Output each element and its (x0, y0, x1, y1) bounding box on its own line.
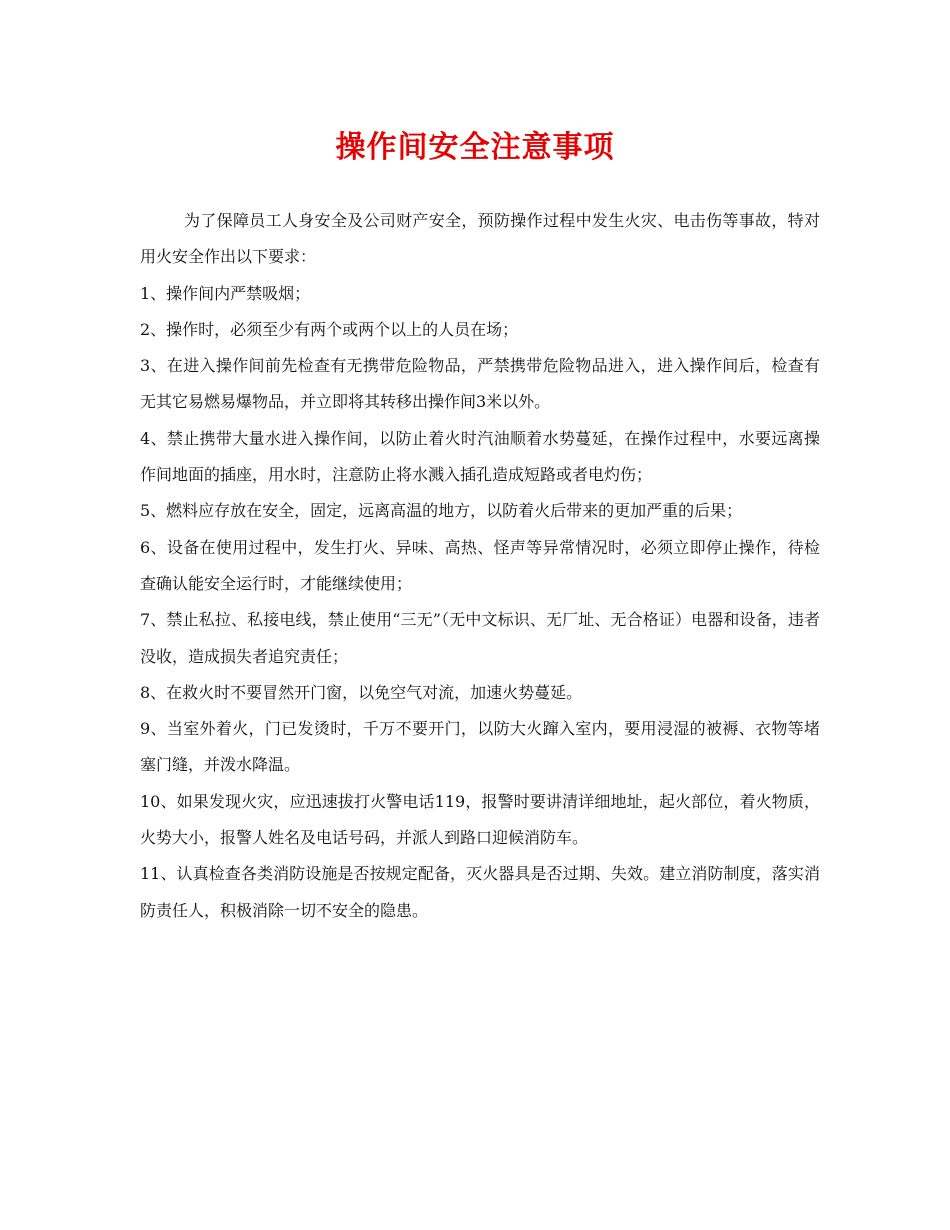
rule-item-3: 3、在进入操作间前先检查有无携带危险物品，严禁携带危险物品进入，进入操作间后，检查有无其它易燃易爆物品，并立即将其转移出操作间3米以外。 (140, 356, 820, 412)
rule-item-5: 5、燃料应存放在安全，固定，远离高温的地方，以防着火后带来的更加严重的后果； (140, 501, 743, 521)
rule-item-7: 7、禁止私拉、私接电线，禁止使用“三无”（无中文标识、无厂址、无合格证）电器和设备，违者没收，造成损失者追究责任； (140, 610, 820, 666)
rule-item-11: 11、认真检查各类消防设施是否按规定配备，灭火器具是否过期、失效。建立消防制度，落实消防责任人，积极消除一切不安全的隐患。 (140, 864, 820, 920)
rule-item-8: 8、在救火时不要冒然开门窗，以免空气对流，加速火势蔓延。 (140, 682, 583, 702)
rule-item-6: 6、设备在使用过程中，发生打火、异味、高热、怪声等异常情况时，必须立即停止操作，待检查确认能安全运行时，才能继续使用； (140, 537, 820, 593)
rule-item-4: 4、禁止携带大量水进入操作间，以防止着火时汽油顺着水势蔓延，在操作过程中，水要远离操作间地面的插座，用水时，注意防止将水溅入插孔造成短路或者电灼伤； (140, 428, 820, 485)
rule-item-9: 9、当室外着火，门已发烫时，千万不要开门，以防大火蹿入室内，要用浸湿的被褥、衣物等堵塞门缝，并泼水降温。 (140, 719, 820, 775)
rule-item-10: 10、如果发现火灾，应迅速拔打火警电话119，报警时要讲清详细地址，起火部位，着火物质，火势大小，报警人姓名及电话号码，并派人到路口迎候消防车。 (140, 791, 820, 848)
document-title: 操作间安全注意事项 (335, 130, 615, 165)
intro-paragraph: 为了保障员工人身安全及公司财产安全，预防操作过程中发生火灾、电击伤等事故，特对用火安全作出以下要求： (140, 211, 820, 267)
document-body (140, 203, 820, 929)
rule-item-1: 1、操作间内严禁吸烟； (140, 283, 311, 303)
rule-item-2: 2、操作时，必须至少有两个或两个以上的人员在场； (140, 319, 519, 339)
